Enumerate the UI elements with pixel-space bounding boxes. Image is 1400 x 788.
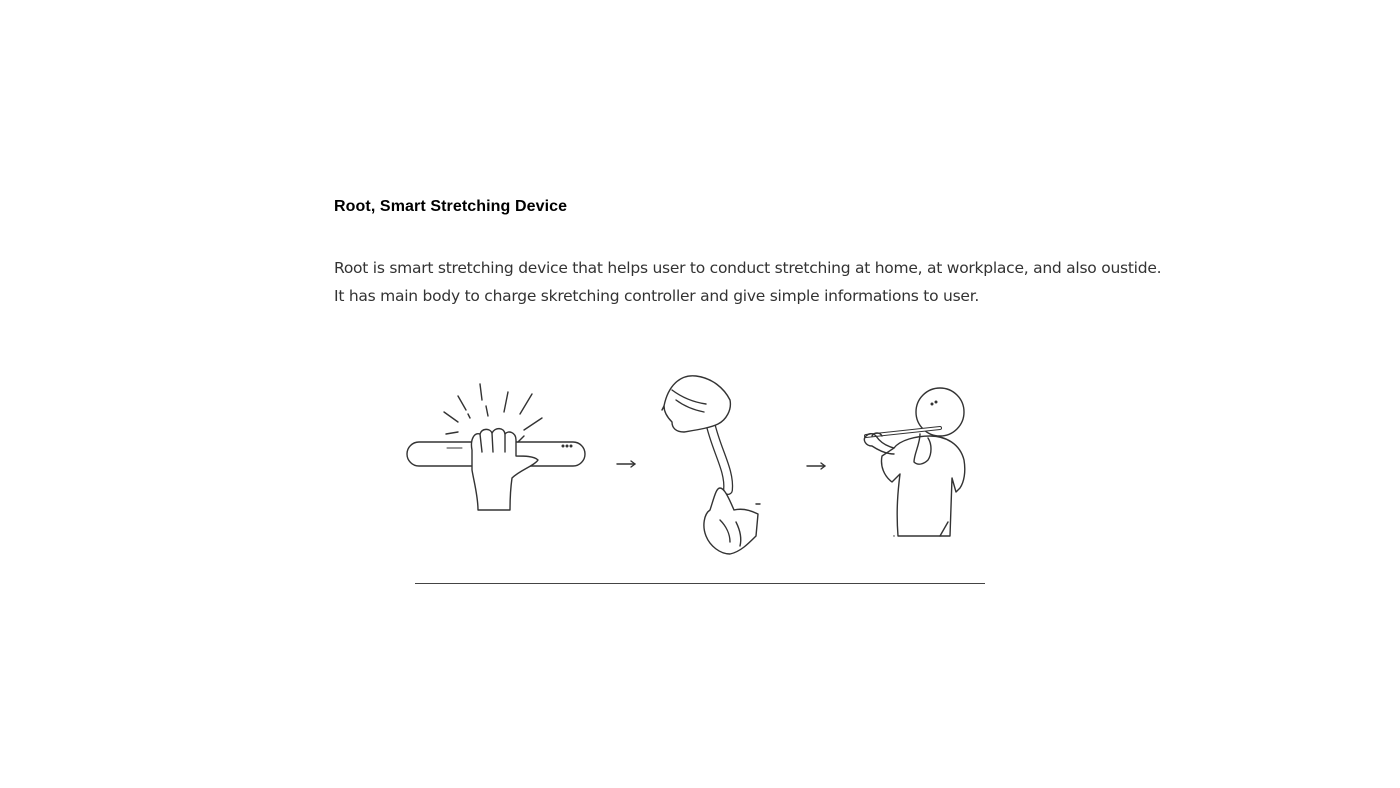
hand-bending-device-icon xyxy=(662,376,760,554)
arrow-right-icon xyxy=(807,463,825,469)
usage-illustration xyxy=(400,370,1000,565)
arrow-right-icon xyxy=(617,461,635,467)
description-line: Root is smart stretching device that helps user to conduct stretching at home, at workplace, and also oustide. xyxy=(334,259,1162,277)
project-title: Root, Smart Stretching Device xyxy=(334,198,568,215)
hand-pressing-device-icon xyxy=(407,384,585,510)
person-stretching-icon xyxy=(864,388,964,536)
section-divider xyxy=(415,583,985,584)
description-line: It has main body to charge skretching controller and give simple informations to user. xyxy=(334,287,980,305)
project-description xyxy=(334,254,1162,310)
